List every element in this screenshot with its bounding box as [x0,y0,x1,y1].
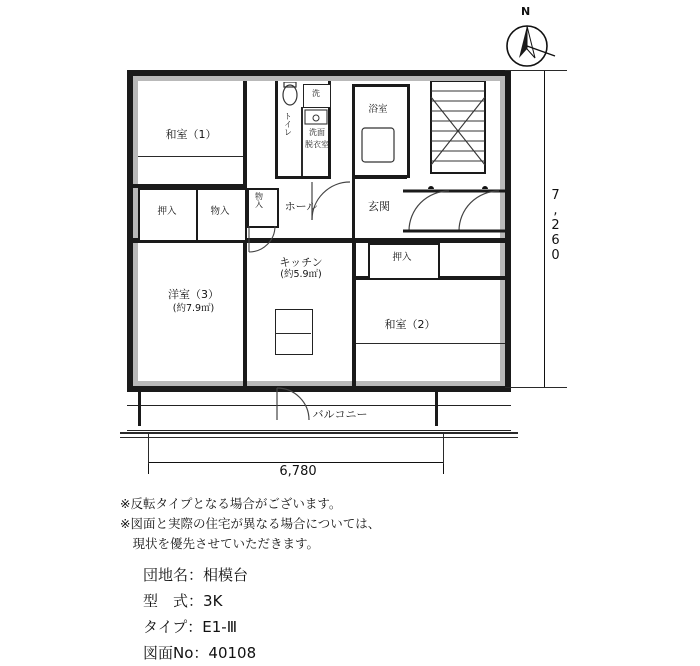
balcony-rail-right [435,392,438,426]
dimension-horizontal-label: 6,780 [279,464,317,479]
spec-label: 団地名 [143,566,189,584]
spec-sep: ： [187,618,203,636]
washitsu2-seam [356,343,505,344]
spec-row [143,588,543,614]
dimension-ext-left [148,434,149,464]
note-line: ※反転タイプとなる場合がございます。 [120,496,342,511]
genkan-label: 玄関 [368,200,390,213]
floorplan-drawing [120,60,520,440]
oshiire-right-label: 押入 [392,252,412,263]
wall-kitchen-right [352,243,356,386]
bathtub-icon [360,126,398,166]
spec-sep: ： [188,592,204,610]
toilet-icon [280,82,300,108]
spec-sep: ： [193,644,209,662]
spec-sep: ： [188,566,204,584]
entrance-door-icon [403,189,505,233]
sink-icon [304,109,328,125]
monoire-door-icon [247,224,287,254]
kitchen-label: キッチン [279,256,323,269]
spec-value: E1-Ⅲ [202,618,238,636]
wall-toilet-divider [301,107,303,176]
dimension-ext-bottom [505,387,567,388]
stairs-area [409,81,505,189]
wall-sanitary-left [275,81,278,179]
note-line: ※図面と実際の住宅が異なる場合については、 [120,516,381,531]
wall-washitsu1-right [243,81,247,184]
balcony-door-icon [275,386,321,422]
wall-yoshitsu-right [243,243,247,386]
washitsu2-label: 和室（2） [384,318,436,331]
dimension-vertical-label: 7,260 [548,188,563,263]
wall-right [505,70,511,392]
spec-label: タイプ [143,618,188,636]
senmen-label: 洗面 [309,128,325,137]
spec-value: 相模台 [203,566,249,584]
stairs-icon [409,81,505,189]
bath-label: 浴室 [368,104,388,115]
washitsu1-seam [138,156,243,157]
spec-label: 図面No [143,644,194,662]
yoshitsu3-area-label: (約7.9㎡) [172,303,215,314]
spec-row [143,562,543,588]
dimension-vertical [535,70,575,450]
spec-row [143,640,543,666]
spec-label: 型 式 [143,592,189,610]
balcony-outer-line2 [120,437,518,438]
datsuijo-label: 脱衣室 [305,140,329,149]
dimension-vertical-line [544,70,545,388]
notes-block [120,494,580,554]
dimension-ext-right [443,434,444,464]
yoshitsu3-label: 洋室（3） [168,288,219,301]
kitchen-area-label: (約5.9㎡) [280,269,322,280]
hall-label: ホール [284,200,318,213]
spec-value: 40108 [208,644,257,662]
spec-value: 3K [203,592,223,610]
oshiire-left-label: 押入 [157,206,177,217]
wall-sanitary-bottom [275,176,331,179]
monoire-lower-label: 物入 [210,206,230,217]
compass-north-label: N [521,5,531,18]
monoire-upper-label: 物入 [254,192,264,208]
balcony-label: バルコニー [312,408,368,421]
hall-door-icon [310,180,352,222]
dimension-horizontal [140,450,460,484]
note-line: 現状を優先させていただきます。 [120,536,320,551]
balcony-rail-left [138,392,141,426]
balcony-outer-line [120,432,518,434]
dimension-ext-top [505,70,567,71]
washer-label: 洗 [312,89,320,98]
kitchen-counter [275,309,313,355]
spec-row [143,614,543,640]
toilet-label: トイレ [283,112,293,136]
dimension-horizontal-line [148,462,444,463]
kitchen-counter-line [275,333,311,334]
washitsu1-label: 和室（1） [165,128,217,141]
spec-block [143,562,543,666]
